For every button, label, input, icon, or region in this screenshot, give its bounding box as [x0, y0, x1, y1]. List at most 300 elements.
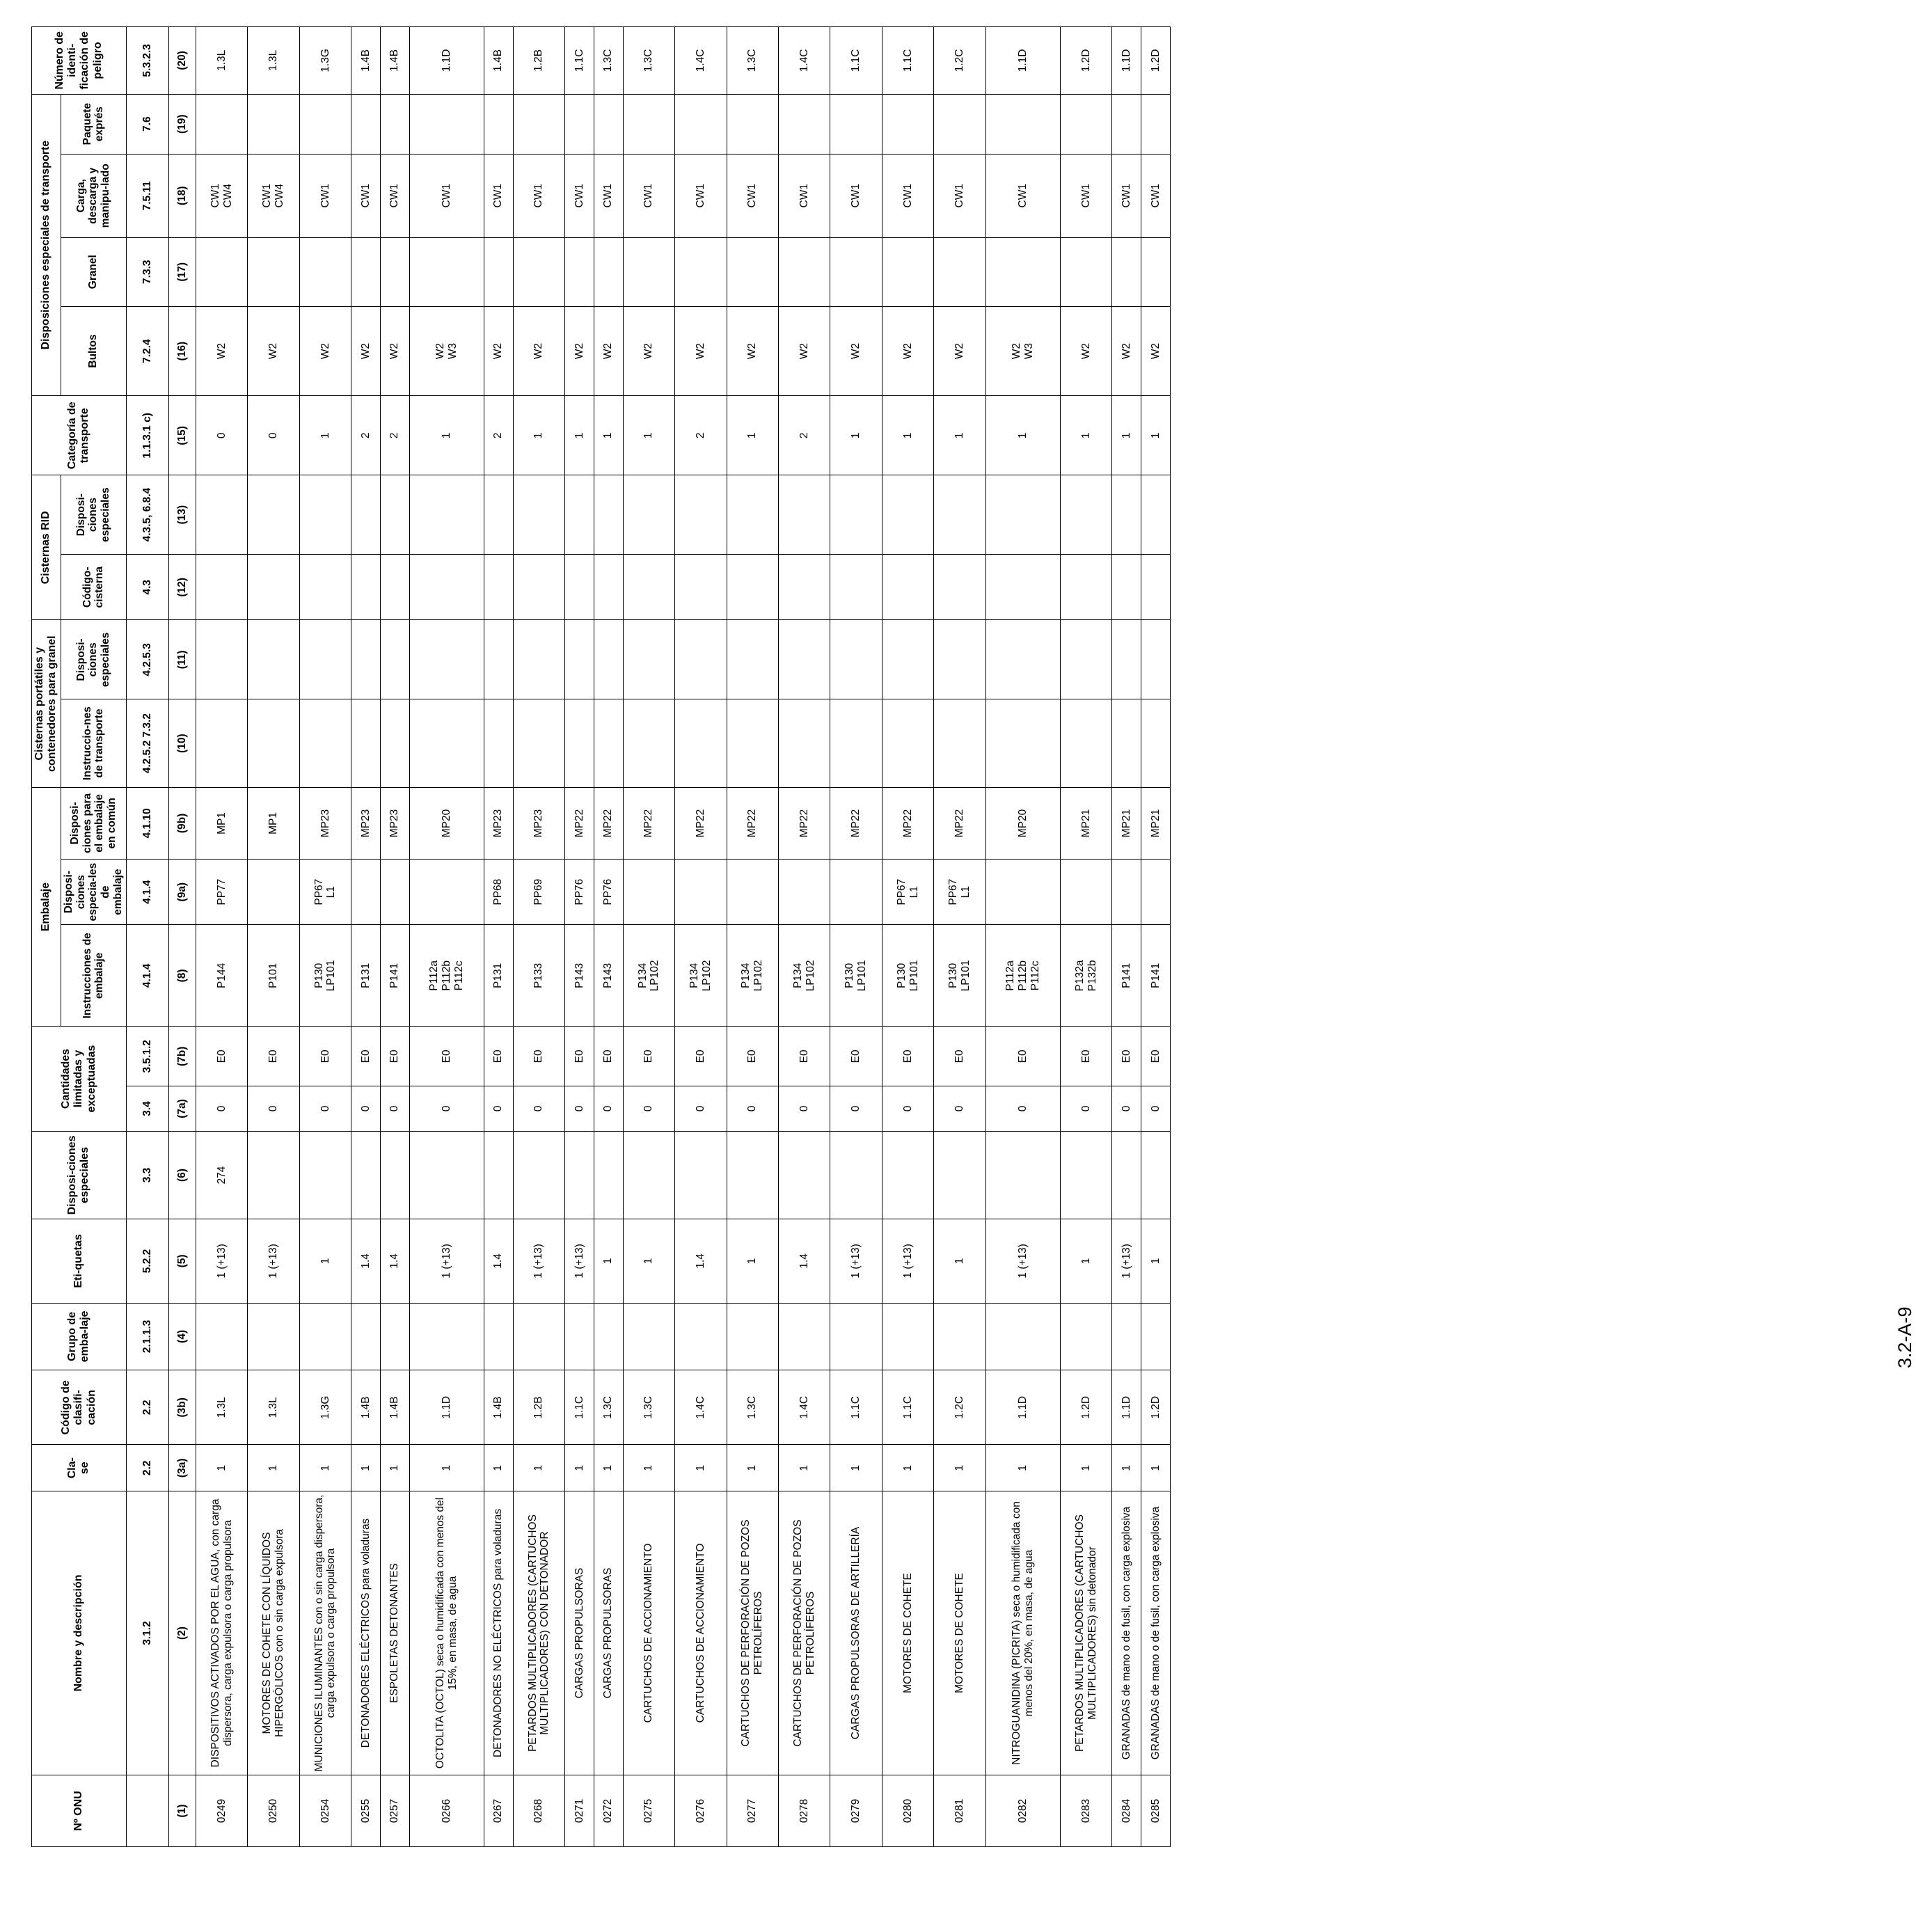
table-cell — [830, 1131, 882, 1219]
table-cell: MP22 — [882, 787, 933, 859]
table-cell — [1060, 1131, 1111, 1219]
table-cell — [565, 94, 594, 154]
header-reference-cell: 7.2.4 — [126, 306, 168, 396]
table-cell — [196, 555, 247, 620]
table-row — [248, 27, 299, 1847]
table-cell: 1 — [675, 1445, 727, 1491]
table-cell: MP22 — [830, 787, 882, 859]
header-hazard-number: Número de identi-ficación de peligro — [32, 27, 127, 95]
table-cell — [727, 620, 778, 699]
table-cell: 0 — [351, 1086, 381, 1131]
table-cell — [675, 1131, 727, 1219]
un-number-cell: 0281 — [934, 1775, 985, 1846]
table-cell: 0 — [248, 1086, 299, 1131]
un-number-cell: 0272 — [594, 1775, 623, 1846]
table-cell — [299, 475, 351, 555]
table-cell: 1 — [565, 1445, 594, 1491]
table-cell — [727, 699, 778, 788]
table-cell — [985, 859, 1060, 924]
table-cell: 1 — [1060, 396, 1111, 475]
table-cell: 1.1D — [1112, 1370, 1141, 1445]
table-cell — [380, 555, 409, 620]
table-cell — [1060, 699, 1111, 788]
table-cell: 1.3C — [727, 27, 778, 95]
table-cell — [409, 94, 484, 154]
table-cell: P130 LP101 — [830, 925, 882, 1027]
table-cell — [1060, 1303, 1111, 1370]
header-column-number-row — [168, 27, 196, 1847]
table-cell: 2 — [675, 396, 727, 475]
table-cell: W2 — [484, 306, 513, 396]
table-cell — [882, 699, 933, 788]
table-cell: 0 — [1141, 1086, 1171, 1131]
name-description-cell: MOTORES DE COHETE — [934, 1491, 985, 1775]
table-cell: PP67 L1 — [299, 859, 351, 924]
table-cell — [351, 475, 381, 555]
table-cell: 1.3C — [594, 27, 623, 95]
table-cell: P144 — [196, 925, 247, 1027]
table-cell: P130 LP101 — [882, 925, 933, 1027]
table-cell — [484, 1131, 513, 1219]
header-reference-cell: 4.2.5.3 — [126, 620, 168, 699]
table-cell — [934, 699, 985, 788]
table-cell: W2 — [594, 306, 623, 396]
table-cell — [409, 237, 484, 306]
table-cell: W2 W3 — [409, 306, 484, 396]
table-cell — [484, 699, 513, 788]
table-cell: 1.4 — [484, 1219, 513, 1303]
table-cell: E0 — [484, 1027, 513, 1086]
un-number-cell: 0271 — [565, 1775, 594, 1846]
table-cell: MP21 — [1141, 787, 1171, 859]
table-cell — [675, 620, 727, 699]
table-cell — [1141, 94, 1171, 154]
table-row — [830, 27, 882, 1847]
table-cell — [882, 620, 933, 699]
table-cell — [299, 1303, 351, 1370]
table-cell — [675, 859, 727, 924]
table-cell: W2 — [675, 306, 727, 396]
table-cell — [299, 555, 351, 620]
table-cell — [985, 699, 1060, 788]
table-cell: CW1 — [623, 154, 674, 237]
un-number-cell: 0285 — [1141, 1775, 1171, 1846]
table-cell: P141 — [380, 925, 409, 1027]
table-cell: MP1 — [248, 787, 299, 859]
header-reference-cell: 3.5.1.2 — [126, 1027, 168, 1086]
table-cell: MP20 — [985, 787, 1060, 859]
table-cell — [513, 1303, 564, 1370]
table-cell — [380, 699, 409, 788]
table-cell — [594, 620, 623, 699]
table-row — [1141, 27, 1171, 1847]
table-cell: 1.1D — [1112, 27, 1141, 95]
name-description-cell: MUNICIONES ILUMINANTES con o sin carga dispersora, carga expulsora o carga propulsora — [299, 1491, 351, 1775]
table-cell: 0 — [409, 1086, 484, 1131]
table-cell: 1 (+13) — [513, 1219, 564, 1303]
table-cell — [409, 859, 484, 924]
table-cell: 1 — [934, 396, 985, 475]
table-cell: W2 — [830, 306, 882, 396]
table-cell: 1 — [934, 1445, 985, 1491]
table-cell: 1.3G — [299, 1370, 351, 1445]
table-cell — [513, 555, 564, 620]
header-column-number: (17) — [168, 237, 196, 306]
table-cell — [675, 237, 727, 306]
table-cell — [594, 94, 623, 154]
header-reference-cell: 3.3 — [126, 1131, 168, 1219]
table-cell: 1 — [409, 396, 484, 475]
table-cell: CW1 CW4 — [196, 154, 247, 237]
table-cell: 0 — [727, 1086, 778, 1131]
table-cell — [778, 1131, 830, 1219]
table-cell: PP77 — [196, 859, 247, 924]
table-cell: CW1 — [484, 154, 513, 237]
header-row-top — [32, 27, 61, 1847]
header-reference-cell: 5.3.2.3 — [126, 27, 168, 95]
header-reference-cell — [126, 1775, 168, 1846]
table-cell — [985, 237, 1060, 306]
table-cell: E0 — [675, 1027, 727, 1086]
table-cell: 1 — [830, 1445, 882, 1491]
table-cell — [623, 1131, 674, 1219]
un-number-cell: 0254 — [299, 1775, 351, 1846]
table-cell: 1.3L — [196, 27, 247, 95]
table-cell — [248, 620, 299, 699]
table-cell: 1 — [299, 1219, 351, 1303]
table-cell: 1 — [1112, 1445, 1141, 1491]
table-cell: PP76 — [594, 859, 623, 924]
table-cell: W2 — [1112, 306, 1141, 396]
table-cell — [882, 237, 933, 306]
table-cell — [985, 94, 1060, 154]
table-cell: 0 — [985, 1086, 1060, 1131]
table-cell: 1.1C — [830, 27, 882, 95]
un-number-cell: 0276 — [675, 1775, 727, 1846]
table-cell: E0 — [1141, 1027, 1171, 1086]
un-number-cell: 0268 — [513, 1775, 564, 1846]
header-name: Nombre y descripción — [32, 1491, 127, 1775]
header-reference-cell: 4.2.5.2 7.3.2 — [126, 699, 168, 788]
header-reference-cell: 3.1.2 — [126, 1491, 168, 1775]
table-row — [409, 27, 484, 1847]
table-cell — [1112, 1303, 1141, 1370]
name-description-cell: GRANADAS de mano o de fusil, con carga explosiva — [1141, 1491, 1171, 1775]
table-cell — [380, 475, 409, 555]
table-row — [727, 27, 778, 1847]
table-cell: 1.2D — [1141, 1370, 1171, 1445]
table-row — [882, 27, 933, 1847]
table-cell — [409, 475, 484, 555]
name-description-cell: CARTUCHOS DE ACCIONAMIENTO — [675, 1491, 727, 1775]
table-cell: 1 (+13) — [196, 1219, 247, 1303]
table-cell: 1 — [409, 1445, 484, 1491]
table-cell — [1060, 475, 1111, 555]
table-cell: 1.1C — [565, 1370, 594, 1445]
table-cell — [594, 699, 623, 788]
table-cell — [1112, 94, 1141, 154]
table-cell: 1 — [985, 396, 1060, 475]
table-cell — [513, 475, 564, 555]
table-cell — [1141, 699, 1171, 788]
table-cell: MP22 — [934, 787, 985, 859]
table-cell: CW1 — [675, 154, 727, 237]
header-column-number: (15) — [168, 396, 196, 475]
table-cell — [882, 555, 933, 620]
table-cell: 1 (+13) — [1112, 1219, 1141, 1303]
table-cell: 2 — [351, 396, 381, 475]
table-cell — [565, 699, 594, 788]
header-column-number: (12) — [168, 555, 196, 620]
header-tank-code: Código-cisterna — [61, 555, 126, 620]
table-cell — [196, 475, 247, 555]
dangerous-goods-table — [31, 26, 1171, 1847]
table-cell: 1 — [196, 1445, 247, 1491]
table-cell: 1.4B — [484, 1370, 513, 1445]
header-column-number: (10) — [168, 699, 196, 788]
table-cell: P141 — [1141, 925, 1171, 1027]
header-reference-cell: 4.3.5, 6.8.4 — [126, 475, 168, 555]
table-cell — [1060, 237, 1111, 306]
table-cell: 1 — [594, 1445, 623, 1491]
table-cell — [351, 555, 381, 620]
header-labels: Eti-quetas — [32, 1219, 127, 1303]
table-cell: 1.3G — [299, 27, 351, 95]
header-loading-handling: Carga, descarga y manipu-lado — [61, 154, 126, 237]
table-cell: W2 — [623, 306, 674, 396]
table-cell — [299, 1131, 351, 1219]
header-column-number: (4) — [168, 1303, 196, 1370]
table-cell — [409, 1131, 484, 1219]
table-cell — [830, 859, 882, 924]
table-cell — [409, 555, 484, 620]
table-cell — [594, 237, 623, 306]
table-cell: 1.1C — [882, 27, 933, 95]
table-cell: MP22 — [623, 787, 674, 859]
name-description-cell: ESPOLETAS DETONANTES — [380, 1491, 409, 1775]
name-description-cell: CARTUCHOS DE PERFORACIÓN DE POZOS PETROLÍFEROS — [778, 1491, 830, 1775]
table-cell: MP20 — [409, 787, 484, 859]
table-cell: 1.4 — [675, 1219, 727, 1303]
table-cell — [1112, 237, 1141, 306]
table-cell: PP69 — [513, 859, 564, 924]
header-reference-cell: 5.2.2 — [126, 1219, 168, 1303]
table-cell — [1112, 1131, 1141, 1219]
table-cell: 1 (+13) — [409, 1219, 484, 1303]
table-cell: 2 — [778, 396, 830, 475]
table-cell: MP21 — [1060, 787, 1111, 859]
table-cell — [985, 1131, 1060, 1219]
table-cell: 0 — [1060, 1086, 1111, 1131]
header-special-provisions: Disposi-ciones especiales — [32, 1131, 127, 1219]
table-cell — [830, 620, 882, 699]
table-cell: E0 — [513, 1027, 564, 1086]
table-cell: CW1 — [351, 154, 381, 237]
name-description-cell: PETARDOS MULTIPLICADORES (CARTUCHOS MULTIPLICADORES) CON DETONADOR — [513, 1491, 564, 1775]
table-cell: P134 LP102 — [727, 925, 778, 1027]
table-cell: W2 — [1141, 306, 1171, 396]
table-cell: CW1 — [409, 154, 484, 237]
table-cell — [727, 1131, 778, 1219]
table-cell — [882, 1131, 933, 1219]
table-cell: 1 — [1060, 1445, 1111, 1491]
header-reference-cell: 2.2 — [126, 1445, 168, 1491]
table-cell: 0 — [299, 1086, 351, 1131]
table-cell — [675, 699, 727, 788]
un-number-cell: 0284 — [1112, 1775, 1141, 1846]
header-column-number: (9a) — [168, 859, 196, 924]
table-cell: W2 — [299, 306, 351, 396]
table-cell: 1.3L — [248, 1370, 299, 1445]
table-cell: 1 — [380, 1445, 409, 1491]
header-column-number: (19) — [168, 94, 196, 154]
table-cell: P101 — [248, 925, 299, 1027]
table-cell — [380, 237, 409, 306]
table-cell: 1 — [594, 396, 623, 475]
table-cell — [565, 475, 594, 555]
table-cell — [778, 237, 830, 306]
table-cell — [1141, 237, 1171, 306]
table-cell — [623, 94, 674, 154]
table-cell: CW1 — [565, 154, 594, 237]
name-description-cell: PETARDOS MULTIPLICADORES (CARTUCHOS MULTIPLICADORES) sin detonador — [1060, 1491, 1111, 1775]
table-cell — [1141, 859, 1171, 924]
header-un-number: Nº ONU — [32, 1775, 127, 1846]
table-cell — [248, 237, 299, 306]
header-packing-group: Grupo de emba-laje — [32, 1303, 127, 1370]
table-cell: E0 — [196, 1027, 247, 1086]
table-cell — [1141, 555, 1171, 620]
table-cell — [675, 1303, 727, 1370]
table-cell: 1 — [623, 1219, 674, 1303]
table-cell — [882, 1303, 933, 1370]
table-cell — [351, 237, 381, 306]
table-cell: P143 — [594, 925, 623, 1027]
table-cell — [409, 1303, 484, 1370]
table-cell: 1 — [623, 396, 674, 475]
table-cell: 0 — [513, 1086, 564, 1131]
table-cell — [565, 1303, 594, 1370]
un-number-cell: 0249 — [196, 1775, 247, 1846]
table-cell — [565, 237, 594, 306]
table-cell: 1.2C — [934, 27, 985, 95]
table-cell: CW1 CW4 — [248, 154, 299, 237]
table-cell — [1141, 1131, 1171, 1219]
name-description-cell: DETONADORES NO ELÉCTRICOS para voladuras — [484, 1491, 513, 1775]
table-cell — [985, 555, 1060, 620]
table-cell — [594, 1131, 623, 1219]
table-cell: CW1 — [1060, 154, 1111, 237]
table-cell: E0 — [985, 1027, 1060, 1086]
table-cell: 0 — [248, 396, 299, 475]
table-cell: 1.2B — [513, 27, 564, 95]
table-cell: 1 — [727, 1219, 778, 1303]
table-cell — [727, 94, 778, 154]
table-cell — [830, 475, 882, 555]
table-cell: E0 — [565, 1027, 594, 1086]
table-cell — [513, 620, 564, 699]
table-cell: PP76 — [565, 859, 594, 924]
table-cell: 1 (+13) — [248, 1219, 299, 1303]
table-cell: P112a P112b P112c — [409, 925, 484, 1027]
table-cell: 1.2D — [1060, 1370, 1111, 1445]
table-cell — [1060, 94, 1111, 154]
table-cell: 1.1D — [985, 27, 1060, 95]
table-cell: 1 — [513, 1445, 564, 1491]
table-cell — [594, 1303, 623, 1370]
table-cell — [299, 699, 351, 788]
table-row — [351, 27, 381, 1847]
table-cell — [565, 1131, 594, 1219]
table-cell: 1.2B — [513, 1370, 564, 1445]
table-cell: 1 — [830, 396, 882, 475]
name-description-cell: MOTORES DE COHETE — [882, 1491, 933, 1775]
header-bulk: Granel — [61, 237, 126, 306]
table-cell — [351, 859, 381, 924]
table-cell: 1.3C — [594, 1370, 623, 1445]
table-cell: 1.3C — [727, 1370, 778, 1445]
table-cell: 1.1C — [882, 1370, 933, 1445]
name-description-cell: CARGAS PROPULSORAS DE ARTILLERÍA — [830, 1491, 882, 1775]
table-row — [675, 27, 727, 1847]
header-reference-row — [126, 27, 168, 1847]
table-cell: 1.4 — [778, 1219, 830, 1303]
table-cell: 1 — [484, 1445, 513, 1491]
header-reference-cell: 2.2 — [126, 1370, 168, 1445]
table-cell: CW1 — [778, 154, 830, 237]
table-cell: MP21 — [1112, 787, 1141, 859]
un-number-cell: 0283 — [1060, 1775, 1111, 1846]
table-row — [594, 27, 623, 1847]
table-cell: MP22 — [778, 787, 830, 859]
table-cell — [778, 620, 830, 699]
table-cell — [484, 237, 513, 306]
table-cell: 1 — [299, 396, 351, 475]
table-cell — [299, 94, 351, 154]
un-number-cell: 0275 — [623, 1775, 674, 1846]
table-cell — [513, 94, 564, 154]
un-number-cell: 0280 — [882, 1775, 933, 1846]
table-row — [1060, 27, 1111, 1847]
name-description-cell: CARTUCHOS DE PERFORACIÓN DE POZOS PETROLÍFEROS — [727, 1491, 778, 1775]
header-column-number: (1) — [168, 1775, 196, 1846]
header-limited-quantities: Cantidades limitadas y exceptuadas — [32, 1027, 127, 1131]
table-cell — [830, 1303, 882, 1370]
header-column-number: (11) — [168, 620, 196, 699]
header-portable-special-provisions: Disposi-ciones especiales — [61, 620, 126, 699]
table-cell — [484, 94, 513, 154]
table-cell: 1.1D — [985, 1370, 1060, 1445]
header-classification-code: Código de clasifi-cación — [32, 1370, 127, 1445]
table-cell: MP23 — [299, 787, 351, 859]
header-reference-cell: 4.1.4 — [126, 925, 168, 1027]
table-cell: 1.4C — [675, 27, 727, 95]
table-cell — [1112, 555, 1141, 620]
table-cell: CW1 — [934, 154, 985, 237]
table-cell: 1.3L — [248, 27, 299, 95]
table-cell: 1 — [1141, 1445, 1171, 1491]
header-portable-tanks: Cisternas portátiles y contenedores para granel — [32, 620, 61, 787]
table-cell — [727, 1303, 778, 1370]
table-cell: 0 — [934, 1086, 985, 1131]
table-cell: MP23 — [484, 787, 513, 859]
table-cell — [985, 620, 1060, 699]
table-body — [196, 27, 1170, 1847]
table-cell — [623, 859, 674, 924]
table-cell — [484, 555, 513, 620]
table-cell: 1 — [882, 1445, 933, 1491]
un-number-cell: 0279 — [830, 1775, 882, 1846]
